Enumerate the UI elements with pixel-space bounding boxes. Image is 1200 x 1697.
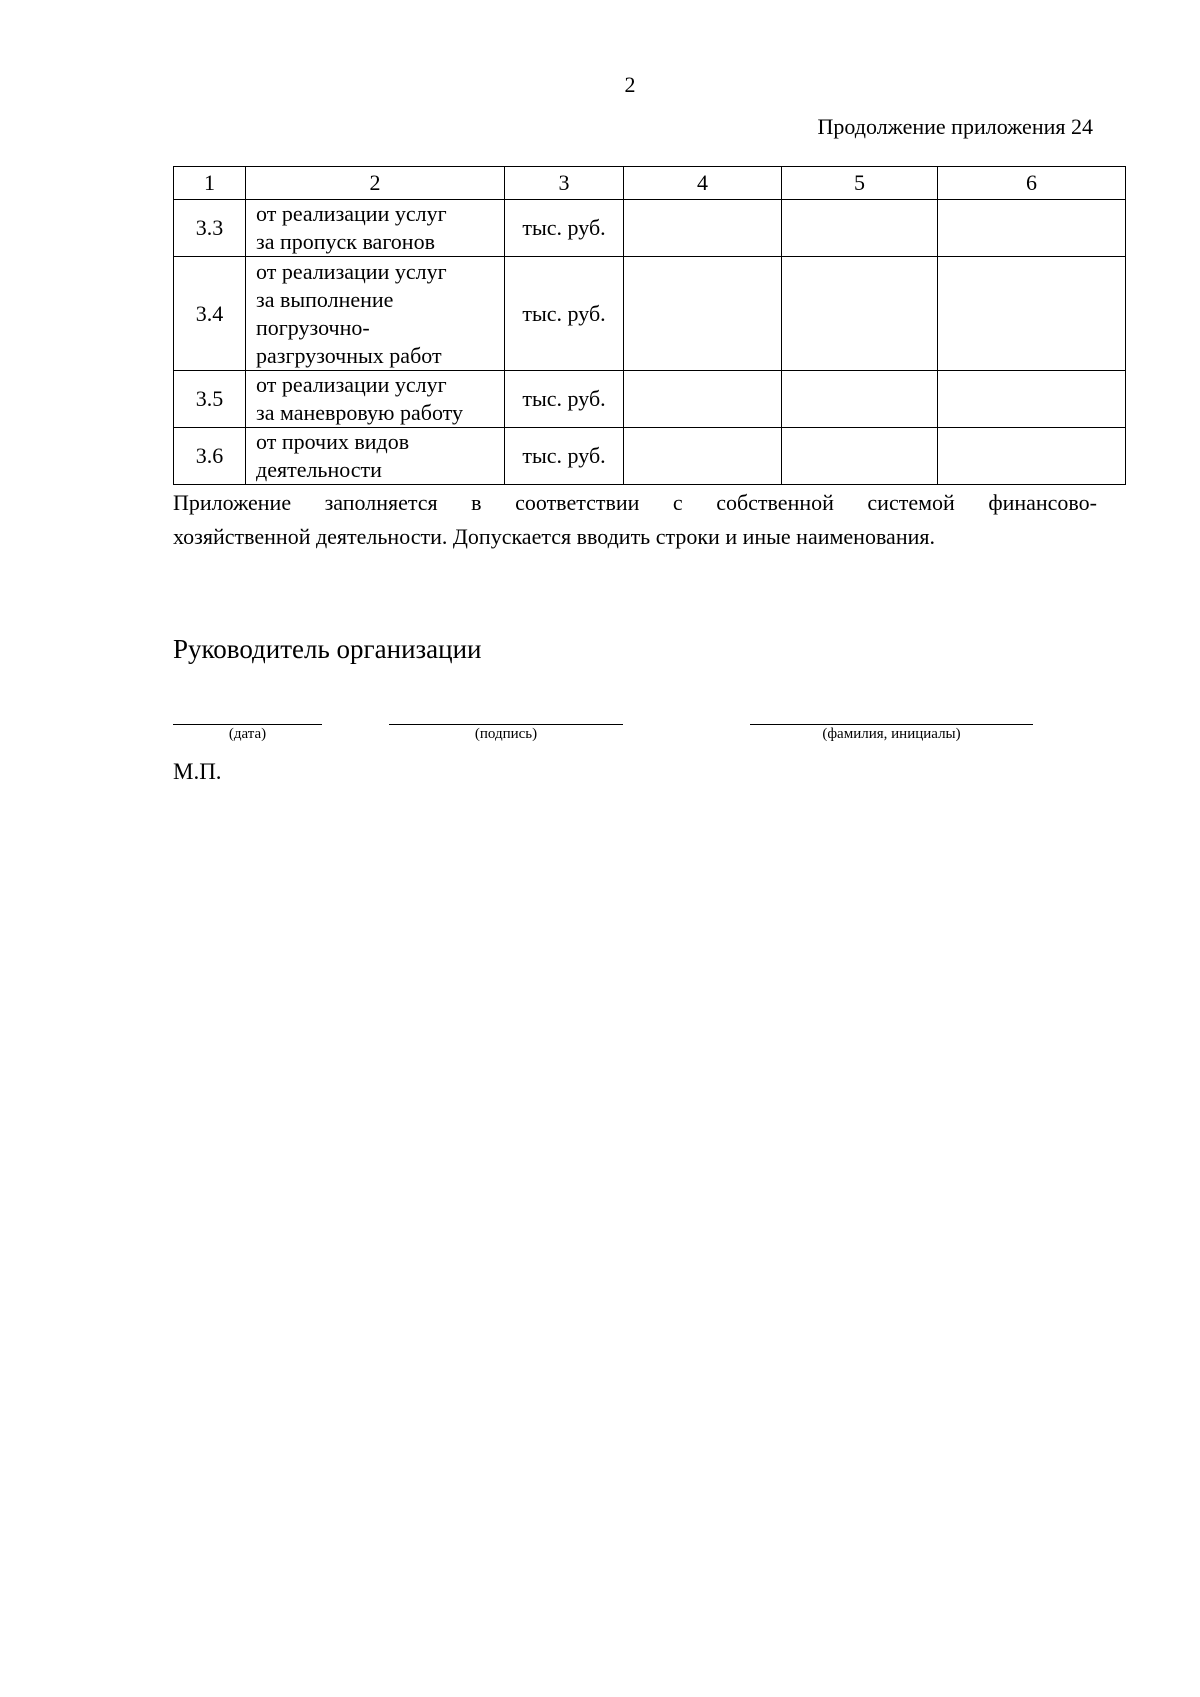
footnote-line-2: хозяйственной деятельности. Допускается вводить строки и иные наименования. [173,524,935,549]
row-unit: тыс. руб. [505,371,624,428]
row-name-line: погрузочно- [256,314,370,340]
value-cell [624,200,782,257]
row-number: 3.5 [174,371,246,428]
table-row [174,257,1126,371]
row-unit: тыс. руб. [505,257,624,371]
table-row [174,428,1126,485]
row-name [246,428,505,485]
header-cell: 5 [782,167,938,200]
seal-place-mark: М.П. [173,759,222,784]
table-header-row [174,167,1126,200]
footnote-line-1: Приложение заполняется в соответствии с собственной системой финансово- [173,490,1097,515]
row-name [246,200,505,257]
header-cell: 2 [246,167,505,200]
row-name-line: за маневровую работу [256,400,463,425]
header-cell: 6 [938,167,1126,200]
header-cell: 3 [505,167,624,200]
value-cell [624,257,782,371]
name-caption: (фамилия, инициалы) [822,726,961,742]
value-cell [782,200,938,257]
value-cell [938,428,1126,485]
header-cell: 1 [174,167,246,200]
header-cell: 4 [624,167,782,200]
value-cell [782,428,938,485]
page-number: 2 [624,72,636,97]
row-name-line: за пропуск вагонов [256,229,435,254]
table-row [174,200,1126,257]
value-cell [782,257,938,371]
row-name-line: от прочих видов [256,429,410,454]
value-cell [624,371,782,428]
row-name [246,257,505,371]
row-unit: тыс. руб. [505,428,624,485]
value-cell [624,428,782,485]
row-name-line: от реализации услуг [256,258,447,284]
appendix-continuation-note: Продолжение приложения 24 [817,114,1093,139]
row-unit: тыс. руб. [505,200,624,257]
row-name-line: за выполнение [256,286,394,312]
table-row [174,371,1126,428]
data-table [173,166,1126,485]
row-number: 3.3 [174,200,246,257]
value-cell [782,371,938,428]
row-name-line: от реализации услуг [256,372,447,397]
value-cell [938,200,1126,257]
row-number: 3.6 [174,428,246,485]
signatory-title: Руководитель организации [173,634,482,664]
row-number: 3.4 [174,257,246,371]
signature-caption: (подпись) [474,726,538,742]
row-name-line: от реализации услуг [256,201,447,226]
date-caption: (дата) [228,726,267,742]
table-footnote [173,486,1097,554]
row-name-line: разгрузочных работ [256,342,442,368]
row-name [246,371,505,428]
row-name-line: деятельности [256,457,382,482]
value-cell [938,371,1126,428]
value-cell [938,257,1126,371]
